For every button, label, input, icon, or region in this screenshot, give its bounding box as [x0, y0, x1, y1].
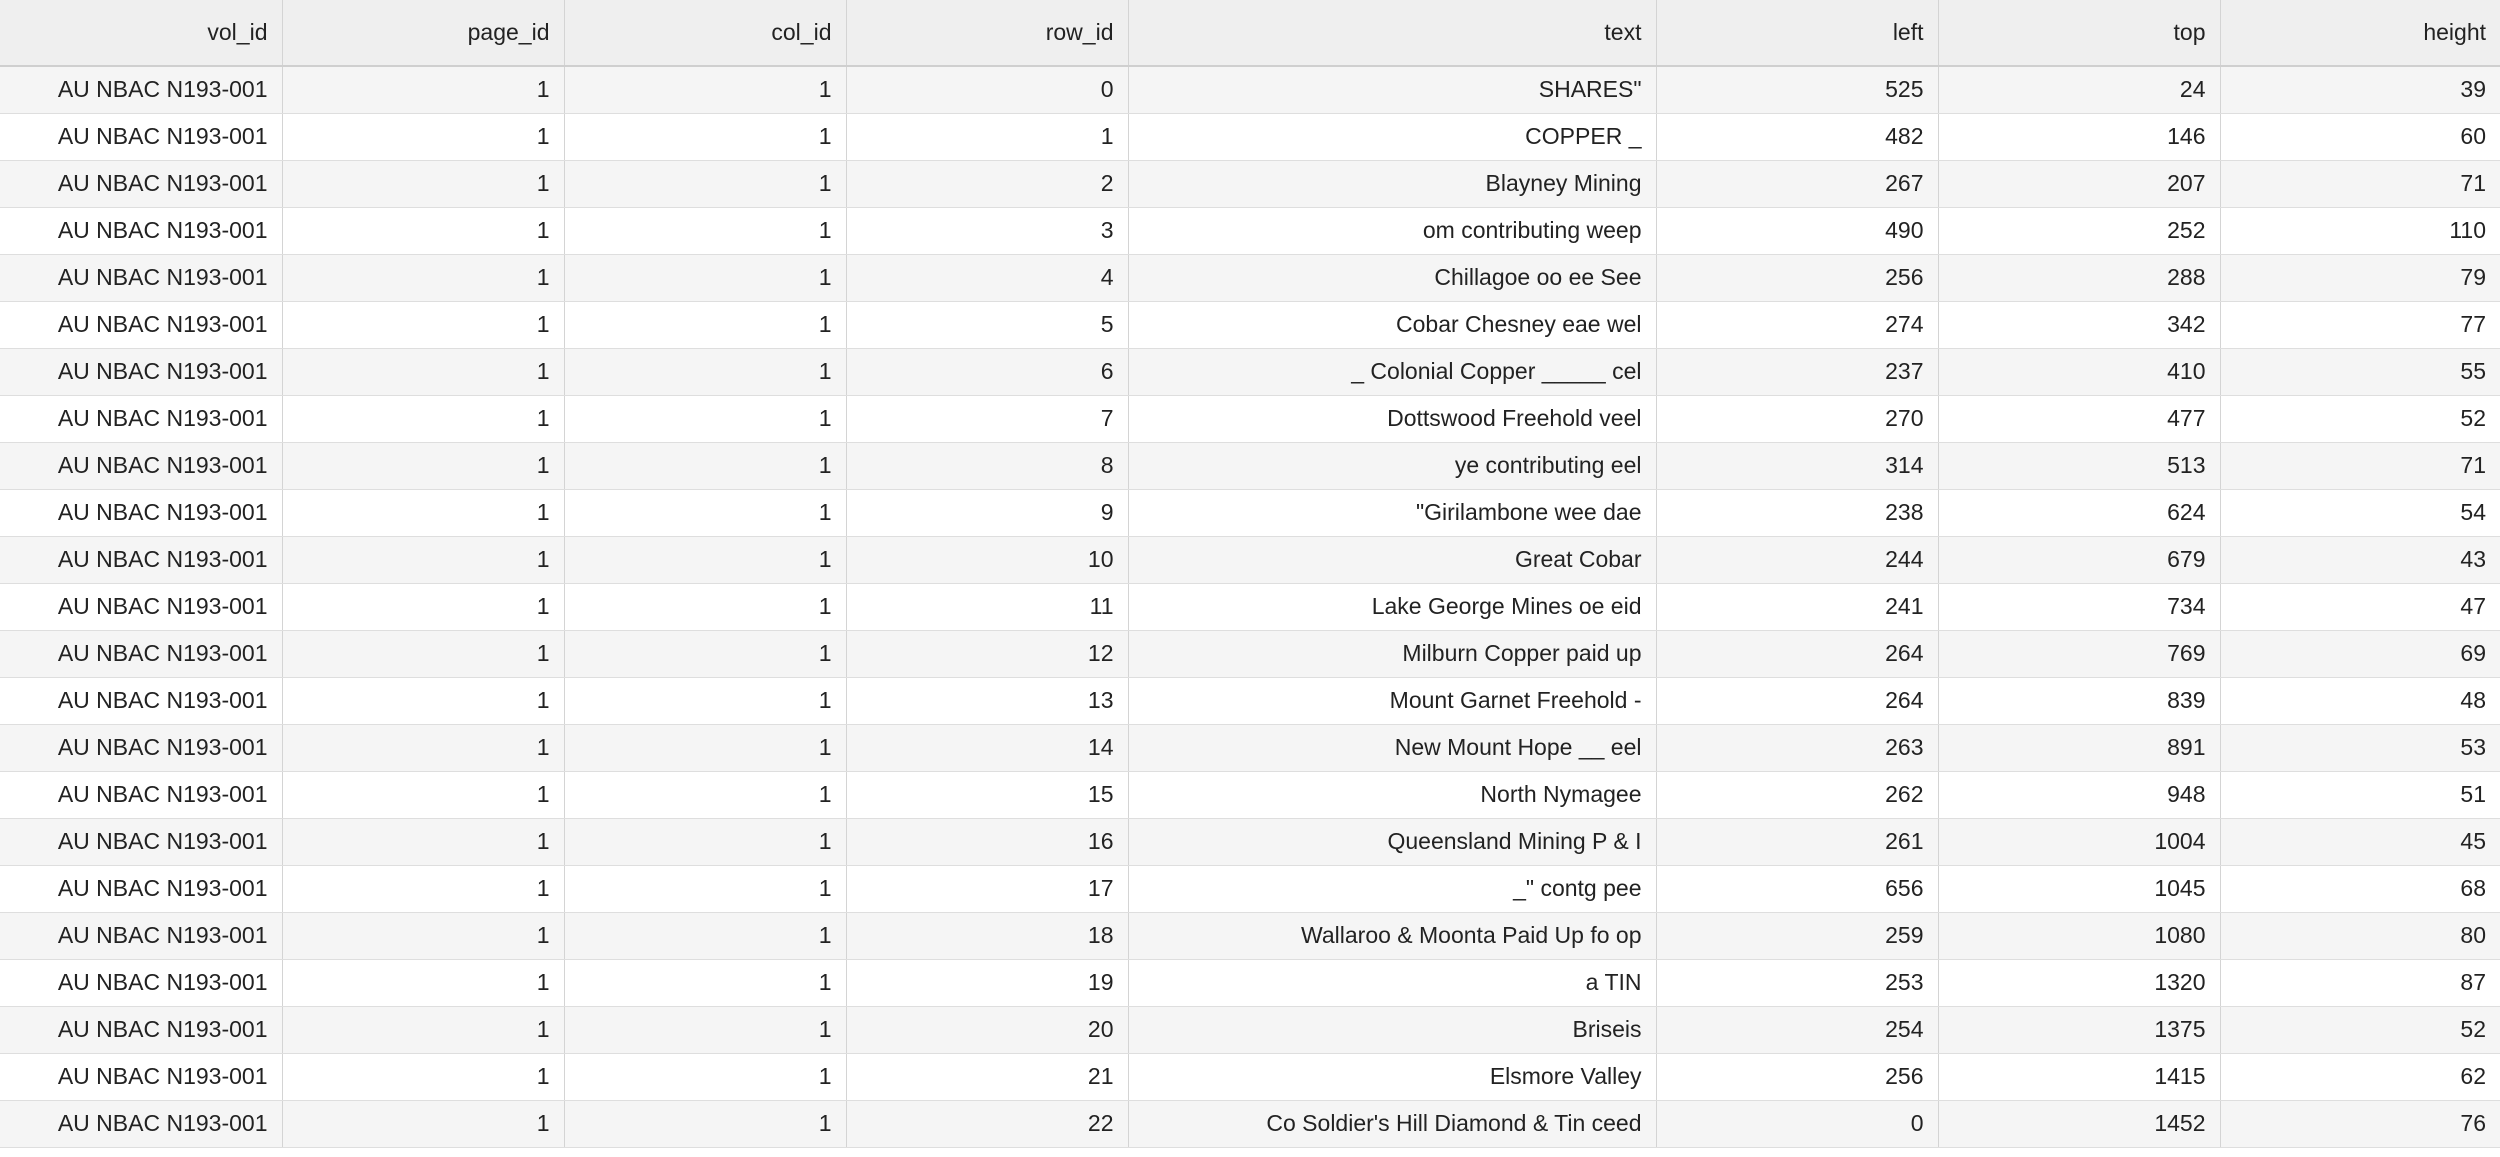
cell-page-id[interactable]: 1: [282, 536, 564, 583]
cell-text[interactable]: a TIN: [1128, 959, 1656, 1006]
table-row[interactable]: [0, 1100, 2500, 1147]
cell-height[interactable]: 43: [2220, 536, 2500, 583]
cell-text[interactable]: Wallaroo & Moonta Paid Up fo op: [1128, 912, 1656, 959]
cell-vol-id[interactable]: AU NBAC N193-001: [0, 912, 282, 959]
cell-page-id[interactable]: 1: [282, 865, 564, 912]
cell-text[interactable]: COPPER _: [1128, 113, 1656, 160]
cell-top[interactable]: 1080: [1938, 912, 2220, 959]
cell-row-id[interactable]: 8: [846, 442, 1128, 489]
cell-left[interactable]: 0: [1656, 1100, 1938, 1147]
cell-col-id[interactable]: 1: [564, 1100, 846, 1147]
cell-page-id[interactable]: 1: [282, 66, 564, 113]
cell-left[interactable]: 254: [1656, 1006, 1938, 1053]
cell-text[interactable]: Great Cobar: [1128, 536, 1656, 583]
cell-top[interactable]: 624: [1938, 489, 2220, 536]
table-row[interactable]: [0, 395, 2500, 442]
cell-top[interactable]: 1415: [1938, 1053, 2220, 1100]
cell-left[interactable]: 264: [1656, 630, 1938, 677]
cell-col-id[interactable]: 1: [564, 1006, 846, 1053]
cell-row-id[interactable]: 14: [846, 724, 1128, 771]
cell-page-id[interactable]: 1: [282, 207, 564, 254]
cell-text[interactable]: Elsmore Valley: [1128, 1053, 1656, 1100]
table-row[interactable]: [0, 160, 2500, 207]
cell-height[interactable]: 68: [2220, 865, 2500, 912]
cell-row-id[interactable]: 0: [846, 66, 1128, 113]
cell-height[interactable]: 39: [2220, 66, 2500, 113]
cell-text[interactable]: Blayney Mining: [1128, 160, 1656, 207]
cell-row-id[interactable]: 2: [846, 160, 1128, 207]
cell-row-id[interactable]: 15: [846, 771, 1128, 818]
cell-text[interactable]: Cobar Chesney eae wel: [1128, 301, 1656, 348]
cell-height[interactable]: 71: [2220, 160, 2500, 207]
cell-vol-id[interactable]: AU NBAC N193-001: [0, 442, 282, 489]
cell-text[interactable]: Briseis: [1128, 1006, 1656, 1053]
cell-top[interactable]: 839: [1938, 677, 2220, 724]
cell-top[interactable]: 734: [1938, 583, 2220, 630]
table-row[interactable]: [0, 865, 2500, 912]
cell-text[interactable]: North Nymagee: [1128, 771, 1656, 818]
cell-height[interactable]: 45: [2220, 818, 2500, 865]
cell-vol-id[interactable]: AU NBAC N193-001: [0, 677, 282, 724]
cell-height[interactable]: 52: [2220, 395, 2500, 442]
cell-row-id[interactable]: 6: [846, 348, 1128, 395]
cell-left[interactable]: 656: [1656, 865, 1938, 912]
cell-row-id[interactable]: 20: [846, 1006, 1128, 1053]
cell-top[interactable]: 1004: [1938, 818, 2220, 865]
table-row[interactable]: [0, 1006, 2500, 1053]
cell-text[interactable]: om contributing weep: [1128, 207, 1656, 254]
cell-page-id[interactable]: 1: [282, 677, 564, 724]
cell-col-id[interactable]: 1: [564, 912, 846, 959]
cell-height[interactable]: 76: [2220, 1100, 2500, 1147]
cell-row-id[interactable]: 13: [846, 677, 1128, 724]
cell-height[interactable]: 51: [2220, 771, 2500, 818]
cell-left[interactable]: 241: [1656, 583, 1938, 630]
cell-top[interactable]: 24: [1938, 66, 2220, 113]
cell-left[interactable]: 274: [1656, 301, 1938, 348]
cell-left[interactable]: 525: [1656, 66, 1938, 113]
cell-col-id[interactable]: 1: [564, 865, 846, 912]
cell-text[interactable]: "Girilambone wee dae: [1128, 489, 1656, 536]
table-row[interactable]: [0, 348, 2500, 395]
cell-text[interactable]: _ Colonial Copper _____ cel: [1128, 348, 1656, 395]
cell-col-id[interactable]: 1: [564, 442, 846, 489]
cell-row-id[interactable]: 16: [846, 818, 1128, 865]
cell-text[interactable]: Dottswood Freehold veel: [1128, 395, 1656, 442]
cell-row-id[interactable]: 18: [846, 912, 1128, 959]
cell-row-id[interactable]: 7: [846, 395, 1128, 442]
cell-vol-id[interactable]: AU NBAC N193-001: [0, 301, 282, 348]
cell-page-id[interactable]: 1: [282, 583, 564, 630]
cell-col-id[interactable]: 1: [564, 959, 846, 1006]
cell-left[interactable]: 244: [1656, 536, 1938, 583]
column-header-top[interactable]: top: [1938, 0, 2220, 66]
cell-row-id[interactable]: 4: [846, 254, 1128, 301]
table-row[interactable]: [0, 771, 2500, 818]
cell-page-id[interactable]: 1: [282, 489, 564, 536]
cell-left[interactable]: 253: [1656, 959, 1938, 1006]
cell-height[interactable]: 52: [2220, 1006, 2500, 1053]
cell-col-id[interactable]: 1: [564, 536, 846, 583]
cell-col-id[interactable]: 1: [564, 301, 846, 348]
cell-col-id[interactable]: 1: [564, 395, 846, 442]
column-header-vol-id[interactable]: vol_id: [0, 0, 282, 66]
table-row[interactable]: [0, 254, 2500, 301]
cell-page-id[interactable]: 1: [282, 724, 564, 771]
cell-col-id[interactable]: 1: [564, 1053, 846, 1100]
cell-col-id[interactable]: 1: [564, 160, 846, 207]
table-body: [0, 66, 2500, 1147]
cell-page-id[interactable]: 1: [282, 395, 564, 442]
cell-left[interactable]: 238: [1656, 489, 1938, 536]
cell-row-id[interactable]: 19: [846, 959, 1128, 1006]
cell-vol-id[interactable]: AU NBAC N193-001: [0, 1053, 282, 1100]
cell-text[interactable]: Co Soldier's Hill Diamond & Tin ceed: [1128, 1100, 1656, 1147]
cell-left[interactable]: 270: [1656, 395, 1938, 442]
cell-text[interactable]: _" contg pee: [1128, 865, 1656, 912]
cell-row-id[interactable]: 10: [846, 536, 1128, 583]
cell-vol-id[interactable]: AU NBAC N193-001: [0, 348, 282, 395]
cell-left[interactable]: 263: [1656, 724, 1938, 771]
cell-page-id[interactable]: 1: [282, 442, 564, 489]
cell-vol-id[interactable]: AU NBAC N193-001: [0, 959, 282, 1006]
cell-left[interactable]: 482: [1656, 113, 1938, 160]
cell-vol-id[interactable]: AU NBAC N193-001: [0, 771, 282, 818]
cell-vol-id[interactable]: AU NBAC N193-001: [0, 818, 282, 865]
cell-left[interactable]: 314: [1656, 442, 1938, 489]
cell-row-id[interactable]: 22: [846, 1100, 1128, 1147]
cell-top[interactable]: 948: [1938, 771, 2220, 818]
cell-vol-id[interactable]: AU NBAC N193-001: [0, 113, 282, 160]
cell-height[interactable]: 55: [2220, 348, 2500, 395]
cell-page-id[interactable]: 1: [282, 113, 564, 160]
cell-row-id[interactable]: 5: [846, 301, 1128, 348]
cell-col-id[interactable]: 1: [564, 771, 846, 818]
cell-left[interactable]: 256: [1656, 254, 1938, 301]
cell-text[interactable]: Milburn Copper paid up: [1128, 630, 1656, 677]
cell-col-id[interactable]: 1: [564, 489, 846, 536]
table-row[interactable]: [0, 1053, 2500, 1100]
cell-page-id[interactable]: 1: [282, 301, 564, 348]
cell-top[interactable]: 477: [1938, 395, 2220, 442]
cell-text[interactable]: ye contributing eel: [1128, 442, 1656, 489]
cell-left[interactable]: 259: [1656, 912, 1938, 959]
cell-left[interactable]: 237: [1656, 348, 1938, 395]
cell-top[interactable]: 1375: [1938, 1006, 2220, 1053]
cell-page-id[interactable]: 1: [282, 1006, 564, 1053]
cell-row-id[interactable]: 17: [846, 865, 1128, 912]
cell-top[interactable]: 1452: [1938, 1100, 2220, 1147]
cell-height[interactable]: 80: [2220, 912, 2500, 959]
cell-text[interactable]: Mount Garnet Freehold -: [1128, 677, 1656, 724]
cell-vol-id[interactable]: AU NBAC N193-001: [0, 1006, 282, 1053]
cell-vol-id[interactable]: AU NBAC N193-001: [0, 536, 282, 583]
table-row[interactable]: [0, 677, 2500, 724]
cell-top[interactable]: 1045: [1938, 865, 2220, 912]
table-row[interactable]: [0, 207, 2500, 254]
table-row[interactable]: [0, 536, 2500, 583]
cell-col-id[interactable]: 1: [564, 583, 846, 630]
cell-vol-id[interactable]: AU NBAC N193-001: [0, 1100, 282, 1147]
column-header-text[interactable]: text: [1128, 0, 1656, 66]
cell-left[interactable]: 262: [1656, 771, 1938, 818]
cell-height[interactable]: 71: [2220, 442, 2500, 489]
cell-col-id[interactable]: 1: [564, 677, 846, 724]
cell-top[interactable]: 513: [1938, 442, 2220, 489]
cell-col-id[interactable]: 1: [564, 348, 846, 395]
column-header-left[interactable]: left: [1656, 0, 1938, 66]
table-row[interactable]: [0, 583, 2500, 630]
cell-vol-id[interactable]: AU NBAC N193-001: [0, 630, 282, 677]
cell-height[interactable]: 87: [2220, 959, 2500, 1006]
cell-top[interactable]: 769: [1938, 630, 2220, 677]
cell-height[interactable]: 77: [2220, 301, 2500, 348]
cell-vol-id[interactable]: AU NBAC N193-001: [0, 865, 282, 912]
cell-text[interactable]: Chillagoe oo ee See: [1128, 254, 1656, 301]
cell-page-id[interactable]: 1: [282, 1100, 564, 1147]
cell-left[interactable]: 256: [1656, 1053, 1938, 1100]
column-header-col-id[interactable]: col_id: [564, 0, 846, 66]
cell-col-id[interactable]: 1: [564, 724, 846, 771]
cell-col-id[interactable]: 1: [564, 254, 846, 301]
cell-col-id[interactable]: 1: [564, 630, 846, 677]
table-row[interactable]: [0, 959, 2500, 1006]
cell-col-id[interactable]: 1: [564, 113, 846, 160]
cell-vol-id[interactable]: AU NBAC N193-001: [0, 724, 282, 771]
cell-height[interactable]: 53: [2220, 724, 2500, 771]
cell-row-id[interactable]: 21: [846, 1053, 1128, 1100]
cell-page-id[interactable]: 1: [282, 160, 564, 207]
cell-vol-id[interactable]: AU NBAC N193-001: [0, 66, 282, 113]
cell-top[interactable]: 891: [1938, 724, 2220, 771]
cell-top[interactable]: 679: [1938, 536, 2220, 583]
cell-vol-id[interactable]: AU NBAC N193-001: [0, 254, 282, 301]
cell-left[interactable]: 267: [1656, 160, 1938, 207]
cell-page-id[interactable]: 1: [282, 254, 564, 301]
cell-top[interactable]: 410: [1938, 348, 2220, 395]
column-header-row-id[interactable]: row_id: [846, 0, 1128, 66]
table-row[interactable]: [0, 724, 2500, 771]
table-row[interactable]: [0, 489, 2500, 536]
cell-row-id[interactable]: 3: [846, 207, 1128, 254]
cell-left[interactable]: 490: [1656, 207, 1938, 254]
cell-vol-id[interactable]: AU NBAC N193-001: [0, 395, 282, 442]
cell-text[interactable]: New Mount Hope __ eel: [1128, 724, 1656, 771]
cell-height[interactable]: 54: [2220, 489, 2500, 536]
cell-vol-id[interactable]: AU NBAC N193-001: [0, 160, 282, 207]
cell-col-id[interactable]: 1: [564, 818, 846, 865]
cell-page-id[interactable]: 1: [282, 912, 564, 959]
cell-height[interactable]: 69: [2220, 630, 2500, 677]
cell-height[interactable]: 110: [2220, 207, 2500, 254]
table-row[interactable]: [0, 442, 2500, 489]
cell-top[interactable]: 146: [1938, 113, 2220, 160]
cell-top[interactable]: 207: [1938, 160, 2220, 207]
cell-height[interactable]: 79: [2220, 254, 2500, 301]
cell-text[interactable]: SHARES": [1128, 66, 1656, 113]
cell-vol-id[interactable]: AU NBAC N193-001: [0, 489, 282, 536]
table-row[interactable]: [0, 113, 2500, 160]
cell-page-id[interactable]: 1: [282, 348, 564, 395]
cell-height[interactable]: 62: [2220, 1053, 2500, 1100]
column-header-height[interactable]: height: [2220, 0, 2500, 66]
cell-top[interactable]: 1320: [1938, 959, 2220, 1006]
column-header-page-id[interactable]: page_id: [282, 0, 564, 66]
table-row[interactable]: [0, 66, 2500, 113]
table-row[interactable]: [0, 630, 2500, 677]
cell-col-id[interactable]: 1: [564, 66, 846, 113]
cell-vol-id[interactable]: AU NBAC N193-001: [0, 207, 282, 254]
cell-top[interactable]: 288: [1938, 254, 2220, 301]
cell-left[interactable]: 264: [1656, 677, 1938, 724]
table-row[interactable]: [0, 818, 2500, 865]
cell-row-id[interactable]: 12: [846, 630, 1128, 677]
table-row[interactable]: [0, 912, 2500, 959]
cell-row-id[interactable]: 1: [846, 113, 1128, 160]
cell-vol-id[interactable]: AU NBAC N193-001: [0, 583, 282, 630]
cell-page-id[interactable]: 1: [282, 818, 564, 865]
table-row[interactable]: [0, 301, 2500, 348]
cell-row-id[interactable]: 9: [846, 489, 1128, 536]
cell-height[interactable]: 60: [2220, 113, 2500, 160]
cell-height[interactable]: 47: [2220, 583, 2500, 630]
cell-page-id[interactable]: 1: [282, 630, 564, 677]
cell-page-id[interactable]: 1: [282, 771, 564, 818]
cell-row-id[interactable]: 11: [846, 583, 1128, 630]
cell-page-id[interactable]: 1: [282, 959, 564, 1006]
cell-top[interactable]: 252: [1938, 207, 2220, 254]
cell-top[interactable]: 342: [1938, 301, 2220, 348]
table-header-row: [0, 0, 2500, 66]
cell-height[interactable]: 48: [2220, 677, 2500, 724]
cell-page-id[interactable]: 1: [282, 1053, 564, 1100]
cell-left[interactable]: 261: [1656, 818, 1938, 865]
cell-text[interactable]: Lake George Mines oe eid: [1128, 583, 1656, 630]
cell-text[interactable]: Queensland Mining P & I: [1128, 818, 1656, 865]
cell-col-id[interactable]: 1: [564, 207, 846, 254]
